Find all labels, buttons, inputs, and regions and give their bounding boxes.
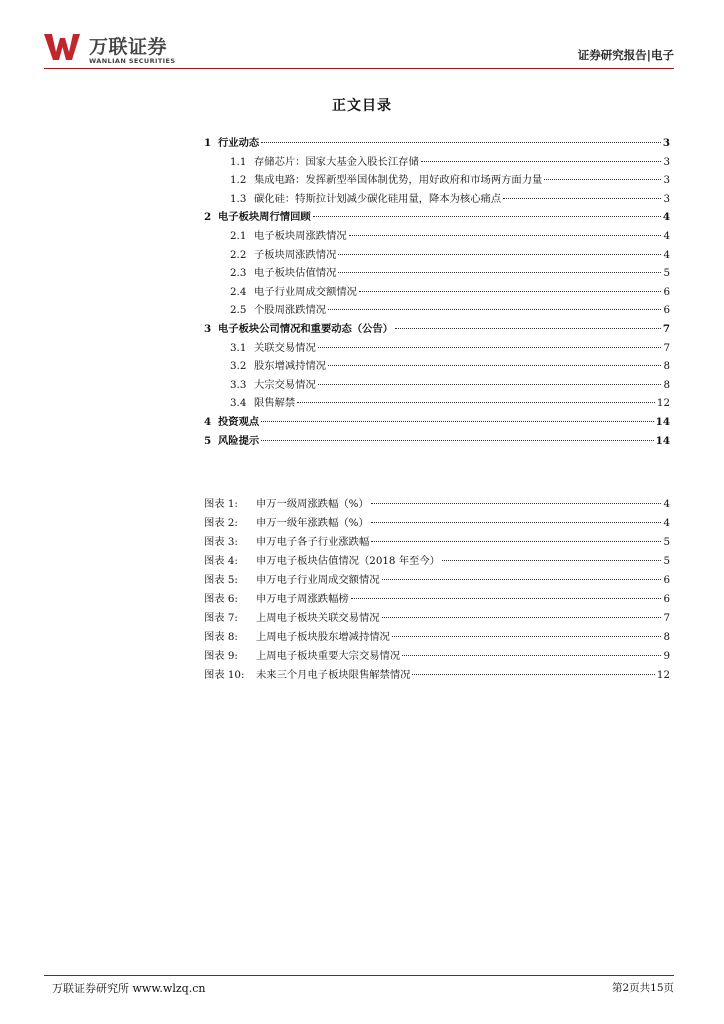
entry-page-number: 8 (663, 631, 670, 643)
dot-leader (382, 617, 662, 618)
entry-title: 存储芯片：国家大基金入股长江存储 (254, 155, 419, 168)
entry-title: 投资观点 (218, 416, 260, 428)
entry-number: 1.2 (230, 174, 247, 187)
entry-page-number: 4 (663, 230, 670, 242)
entry-title: 电子板块公司情况和重要动态（公告） (218, 323, 394, 335)
entry-number: 图表 10: (204, 669, 245, 681)
dot-leader (318, 384, 662, 385)
entry-title: 申万一级周涨跌幅（%） (256, 498, 369, 510)
entry-page-number: 9 (663, 650, 670, 662)
figure-entry[interactable] (204, 552, 670, 568)
entry-page-number: 8 (663, 378, 670, 391)
entry-page-number: 3 (663, 155, 670, 168)
entry-title: 电子板块周行情回顾 (218, 211, 311, 224)
toc-entry[interactable] (230, 394, 670, 410)
entry-number: 1 (204, 137, 212, 149)
entry-page-number: 12 (656, 397, 670, 410)
entry-number: 图表 6: (204, 593, 238, 605)
toc-entry[interactable] (230, 357, 670, 373)
entry-title: 申万电子行业周成交额情况 (256, 574, 380, 586)
toc-entry[interactable] (204, 413, 670, 429)
entry-page-number: 6 (663, 304, 670, 317)
figure-entry[interactable] (204, 647, 670, 663)
toc-entry[interactable] (230, 190, 670, 206)
toc-entry[interactable] (230, 376, 670, 392)
entry-title: 申万一级年涨跌幅（%） (256, 517, 369, 529)
entry-number: 图表 5: (204, 574, 238, 586)
dot-leader (421, 161, 662, 162)
entry-page-number: 5 (663, 555, 670, 567)
entry-number: 1.3 (230, 192, 247, 205)
entry-title: 大宗交易情况 (254, 378, 316, 391)
toc-entry[interactable] (230, 339, 670, 355)
footer-source: 万联证券研究所 www.wlzq.cn (52, 982, 206, 995)
dot-leader (313, 216, 661, 217)
entry-page-number: 4 (663, 498, 670, 510)
toc-entry[interactable] (230, 264, 670, 280)
entry-title: 申万电子周涨跌幅榜 (256, 593, 349, 605)
entry-page-number: 3 (663, 174, 670, 187)
dot-leader (349, 235, 662, 236)
entry-page-number: 5 (663, 267, 670, 280)
toc-title: 正文目录 (332, 98, 392, 114)
page-header (44, 28, 674, 68)
dot-leader (382, 579, 662, 580)
entry-number: 图表 9: (204, 650, 238, 662)
entry-page-number: 4 (663, 248, 670, 261)
figure-entry[interactable] (204, 609, 670, 625)
logo-english-name: WANLIAN SECURITIES (89, 57, 176, 65)
entry-number: 4 (204, 416, 212, 428)
dot-leader (297, 402, 655, 403)
dot-leader (412, 674, 654, 675)
entry-title: 子板块周涨跌情况 (254, 248, 337, 261)
entry-title: 限售解禁 (254, 397, 296, 410)
dot-leader (503, 198, 661, 199)
dot-leader (338, 254, 661, 255)
entry-number: 3.1 (230, 341, 247, 354)
toc-entry[interactable] (204, 320, 670, 336)
dot-leader (392, 636, 662, 637)
toc-entry[interactable] (230, 246, 670, 262)
entry-title: 上周电子板块股东增减持情况 (256, 631, 390, 643)
entry-title: 电子板块周涨跌情况 (254, 230, 347, 242)
figure-entry[interactable] (204, 571, 670, 587)
dot-leader (328, 309, 661, 310)
toc-entry[interactable] (230, 227, 670, 243)
dot-leader (351, 598, 662, 599)
dot-leader (359, 291, 661, 292)
entry-number: 2.5 (230, 304, 247, 317)
dot-leader (261, 142, 661, 143)
dot-leader (261, 421, 653, 422)
entry-title: 电子板块估值情况 (254, 267, 337, 280)
entry-page-number: 3 (662, 137, 670, 149)
figure-entry[interactable] (204, 533, 670, 549)
entry-number: 2.2 (230, 248, 247, 261)
entry-page-number: 6 (663, 285, 670, 298)
dot-leader (402, 655, 661, 656)
dot-leader (371, 503, 662, 504)
entry-title: 风险提示 (218, 434, 260, 447)
figure-entry[interactable] (204, 590, 670, 606)
entry-number: 3.2 (230, 360, 247, 373)
wanlian-logo-icon (44, 32, 80, 62)
entry-number: 图表 7: (204, 612, 238, 624)
toc-entry[interactable] (230, 301, 670, 317)
entry-number: 3.4 (230, 397, 247, 410)
entry-title: 电子行业周成交额情况 (254, 285, 357, 298)
entry-page-number: 7 (662, 323, 670, 335)
dot-leader (544, 179, 661, 180)
entry-number: 2.3 (230, 267, 247, 280)
entry-number: 2 (204, 211, 212, 224)
entry-number: 5 (204, 434, 212, 447)
logo-chinese-name: 万联证券 (89, 36, 168, 58)
entry-page-number: 4 (662, 211, 670, 224)
entry-title: 关联交易情况 (254, 341, 316, 354)
entry-page-number: 7 (663, 612, 670, 624)
dot-leader (338, 272, 661, 273)
entry-title: 碳化硅：特斯拉计划减少碳化硅用量，降本为核心痛点 (254, 192, 502, 205)
entry-number: 图表 4: (204, 555, 238, 567)
footer-divider (44, 975, 674, 976)
toc-entry[interactable] (204, 134, 670, 150)
toc-entry[interactable] (230, 283, 670, 299)
dot-leader (395, 328, 661, 329)
dot-leader (261, 440, 653, 441)
entry-page-number: 14 (655, 434, 670, 447)
dot-leader (371, 541, 661, 542)
entry-number: 1.1 (230, 155, 247, 168)
entry-title: 行业动态 (218, 137, 260, 149)
entry-number: 图表 3: (204, 536, 238, 548)
dot-leader (371, 522, 662, 523)
entry-title: 个股周涨跌情况 (254, 304, 327, 317)
entry-number: 3 (204, 323, 212, 335)
entry-title: 未来三个月电子板块限售解禁情况 (256, 669, 411, 681)
report-type-label: 证券研究报告|电子 (577, 48, 674, 62)
toc-entry[interactable] (204, 432, 670, 448)
entry-page-number: 8 (663, 360, 670, 373)
page-number: 第2页共15页 (611, 982, 674, 994)
figure-entry[interactable] (204, 666, 670, 682)
entry-number: 3.3 (230, 378, 247, 391)
entry-title: 集成电路：发挥新型举国体制优势，用好政府和市场两方面力量 (254, 174, 543, 187)
entry-title: 上周电子板块重要大宗交易情况 (256, 650, 401, 662)
dot-leader (318, 347, 662, 348)
entry-number: 2.1 (230, 230, 247, 242)
entry-page-number: 4 (663, 517, 670, 529)
entry-page-number: 6 (663, 574, 670, 586)
dot-leader (328, 365, 661, 366)
entry-page-number: 12 (656, 669, 670, 681)
toc-entry[interactable] (230, 171, 670, 187)
figure-entry[interactable] (204, 514, 670, 530)
entry-title: 申万电子各子行业涨跌幅 (256, 536, 370, 548)
entry-page-number: 3 (663, 192, 670, 205)
entry-number: 图表 2: (204, 517, 238, 529)
entry-title: 申万电子板块估值情况（2018 年至今） (256, 555, 440, 567)
figure-entry[interactable] (204, 628, 670, 644)
entry-number: 2.4 (230, 285, 247, 298)
entry-title: 上周电子板块关联交易情况 (256, 612, 380, 624)
entry-number: 图表 1: (204, 498, 238, 510)
entry-title: 股东增减持情况 (254, 360, 327, 373)
dot-leader (442, 560, 662, 561)
header-divider (44, 68, 674, 69)
toc-entry[interactable] (230, 153, 670, 169)
entry-page-number: 7 (663, 341, 670, 354)
entry-page-number: 5 (663, 536, 670, 548)
toc-entry[interactable] (204, 208, 670, 224)
entry-number: 图表 8: (204, 631, 238, 643)
entry-page-number: 14 (655, 416, 670, 428)
entry-page-number: 6 (663, 593, 670, 605)
figure-entry[interactable] (204, 495, 670, 511)
